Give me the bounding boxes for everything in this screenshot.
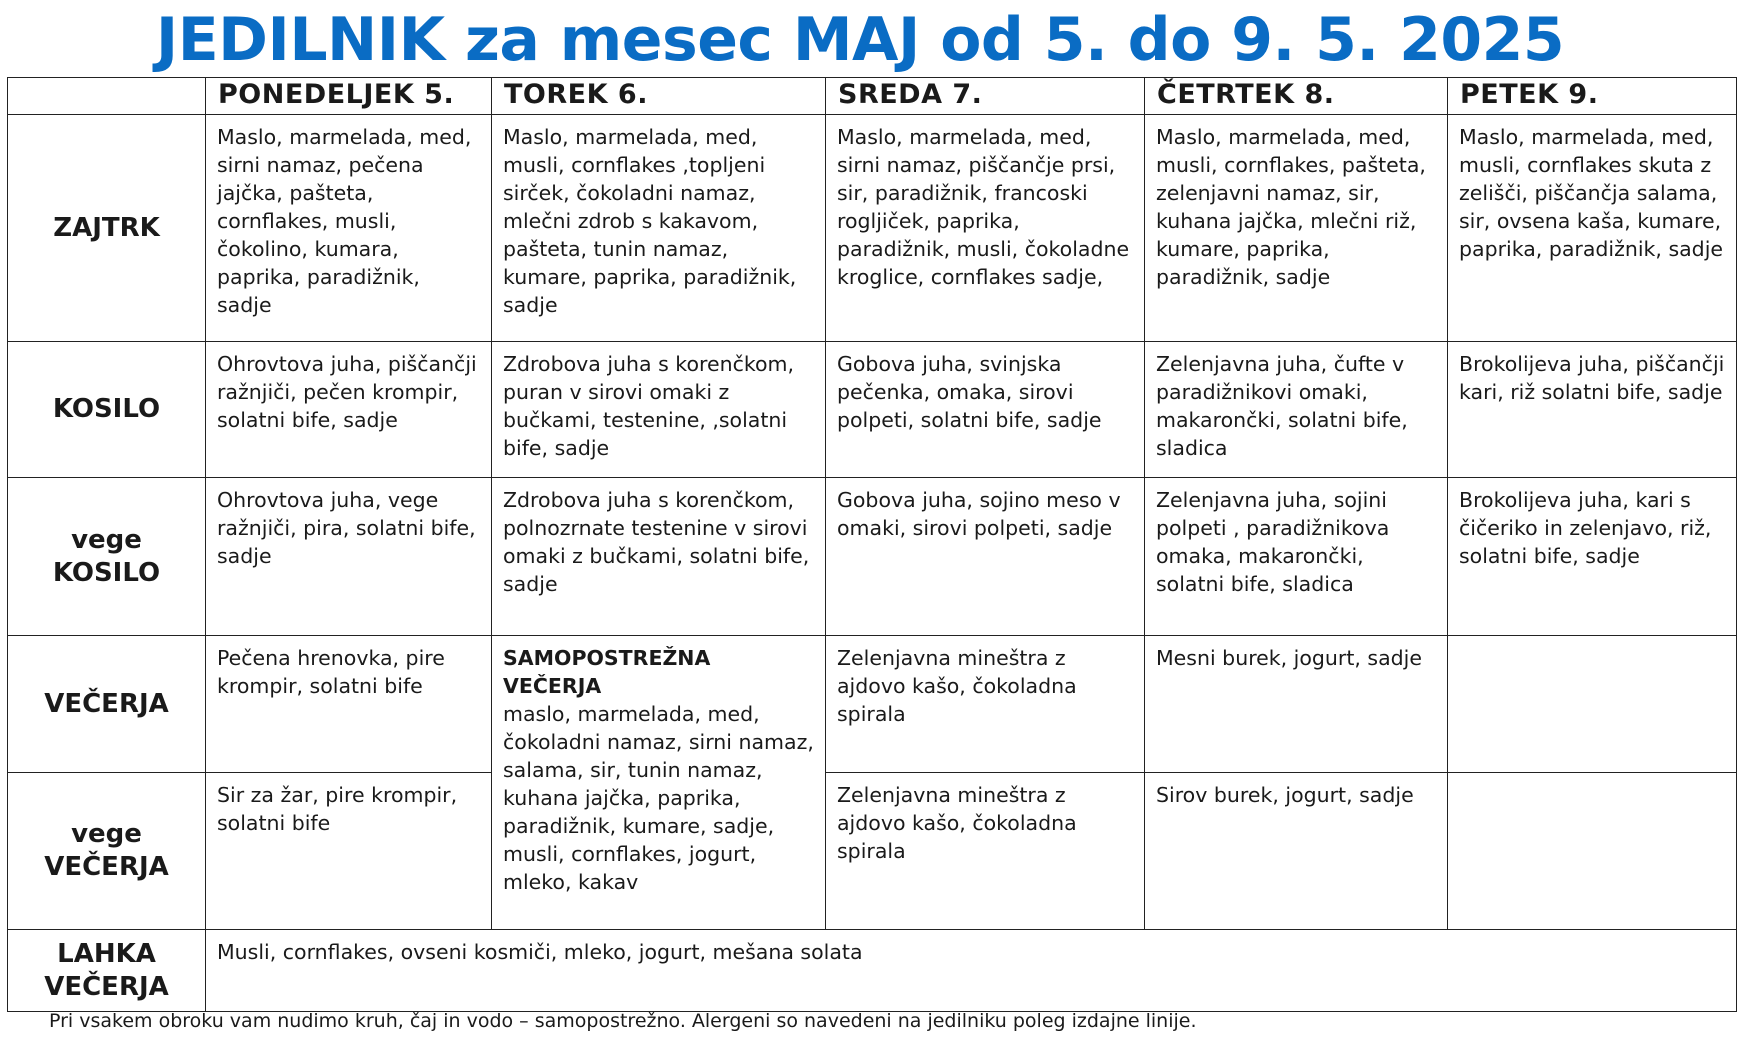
day-header-thursday: ČETRTEK 8.	[1145, 78, 1448, 115]
zajtrk-thursday: Maslo, marmelada, med, musli, cornflakes, pašteta, zelenjavni namaz, sir, kuhana jajčka, mlečni riž, kumare, paprika, paradižnik, sadje	[1145, 115, 1448, 342]
lahka-vecerja-all-days: Musli, cornflakes, ovseni kosmiči, mleko, jogurt, mešana solata	[206, 930, 1737, 1012]
row-vege-vecerja	[8, 773, 1737, 930]
meal-label-kosilo: KOSILO	[8, 342, 206, 478]
zajtrk-tuesday: Maslo, marmelada, med, musli, cornflakes ,topljeni sirček, čokoladni namaz, mlečni zdrob s kakavom, pašteta, tunin namaz, kumare, paprika, paradižnik, sadje	[492, 115, 826, 342]
meal-label-vege-kosilo-line1: vege	[71, 524, 142, 555]
self-service-dinner-items: maslo, marmelada, med, čokoladni namaz, sirni namaz, salama, sir, tunin namaz, kuhana jajčka, paprika, paradižnik, kumare, sadje, musli, cornflakes, jogurt, mleko, kakav	[503, 702, 814, 894]
vege-vecerja-wednesday: Zelenjavna mineštra z ajdovo kašo, čokoladna spirala	[826, 773, 1145, 930]
kosilo-thursday: Zelenjavna juha, čufte v paradižnikovi omaki, makarončki, solatni bife, sladica	[1145, 342, 1448, 478]
meal-label-vege-kosilo-line2: KOSILO	[52, 557, 161, 588]
row-lahka-vecerja	[8, 930, 1737, 1012]
self-service-dinner-heading: SAMOPOSTREŽNA VEČERJA	[503, 646, 711, 698]
page-title: JEDILNIK za mesec MAJ od 5. do 9. 5. 2025	[155, 5, 1565, 75]
meal-label-lahka-vecerja	[8, 930, 206, 1012]
meal-label-vege-vecerja-line1: vege	[71, 819, 142, 849]
zajtrk-friday: Maslo, marmelada, med, musli, cornflakes skuta z zelišči, piščančja salama, sir, ovsena kaša, kumare, paprika, paradižnik, sadje	[1448, 115, 1737, 342]
vege-kosilo-thursday: Zelenjavna juha, sojini polpeti , paradižnikova omaka, makarončki, solatni bife, sladica	[1145, 478, 1448, 636]
vecerja-monday: Pečena hrenovka, pire krompir, solatni bife	[206, 636, 492, 773]
vege-vecerja-monday: Sir za žar, pire krompir, solatni bife	[206, 773, 492, 930]
meal-label-vege-vecerja	[8, 773, 206, 930]
day-header-monday: PONEDELJEK 5.	[206, 78, 492, 115]
footer-note: Pri vsakem obroku vam nudimo kruh, čaj in vodo – samopostrežno. Alergeni so navedeni na jedilniku poleg izdajne linije.	[49, 1010, 1197, 1032]
meal-label-lahka-vecerja-line2: VEČERJA	[44, 971, 169, 1002]
day-header-tuesday: TOREK 6.	[492, 78, 826, 115]
meal-label-vege-vecerja-line2: VEČERJA	[44, 852, 169, 882]
kosilo-friday: Brokolijeva juha, piščančji kari, riž solatni bife, sadje	[1448, 342, 1737, 478]
kosilo-wednesday: Gobova juha, svinjska pečenka, omaka, sirovi polpeti, solatni bife, sadje	[826, 342, 1145, 478]
vege-kosilo-monday: Ohrovtova juha, vege ražnjiči, pira, solatni bife, sadje	[206, 478, 492, 636]
row-kosilo	[8, 342, 1737, 478]
header-row	[8, 78, 1737, 115]
meal-label-vege-kosilo	[8, 478, 206, 636]
meal-label-lahka-vecerja-line1: LAHKA	[57, 938, 156, 969]
vege-vecerja-friday	[1448, 773, 1737, 930]
day-header-friday: PETEK 9.	[1448, 78, 1737, 115]
vecerja-tuesday	[492, 636, 826, 930]
zajtrk-wednesday: Maslo, marmelada, med, sirni namaz, piščančje prsi, sir, paradižnik, francoski rogljiček, paprika, paradižnik, musli, čokoladne kroglice, cornflakes sadje,	[826, 115, 1145, 342]
meal-label-vecerja: VEČERJA	[8, 636, 206, 773]
vecerja-friday	[1448, 636, 1737, 773]
row-zajtrk	[8, 115, 1737, 342]
row-vecerja	[8, 636, 1737, 773]
zajtrk-monday: Maslo, marmelada, med, sirni namaz, pečena jajčka, pašteta, cornflakes, musli, čokolino, kumara, paprika, paradižnik, sadje	[206, 115, 492, 342]
vecerja-thursday: Mesni burek, jogurt, sadje	[1145, 636, 1448, 773]
vege-kosilo-tuesday: Zdrobova juha s korenčkom, polnozrnate testenine v sirovi omaki z bučkami, solatni bife, sadje	[492, 478, 826, 636]
menu-table	[7, 77, 1737, 1012]
vege-kosilo-wednesday: Gobova juha, sojino meso v omaki, sirovi polpeti, sadje	[826, 478, 1145, 636]
vecerja-wednesday: Zelenjavna mineštra z ajdovo kašo, čokoladna spirala	[826, 636, 1145, 773]
vege-kosilo-friday: Brokolijeva juha, kari s čičeriko in zelenjavo, riž, solatni bife, sadje	[1448, 478, 1737, 636]
meal-label-zajtrk: ZAJTRK	[8, 115, 206, 342]
vege-vecerja-thursday: Sirov burek, jogurt, sadje	[1145, 773, 1448, 930]
day-header-wednesday: SREDA 7.	[826, 78, 1145, 115]
kosilo-tuesday: Zdrobova juha s korenčkom, puran v sirovi omaki z bučkami, testenine, ,solatni bife, sadje	[492, 342, 826, 478]
kosilo-monday: Ohrovtova juha, piščančji ražnjiči, pečen krompir, solatni bife, sadje	[206, 342, 492, 478]
row-vege-kosilo	[8, 478, 1737, 636]
corner-cell	[8, 78, 206, 115]
